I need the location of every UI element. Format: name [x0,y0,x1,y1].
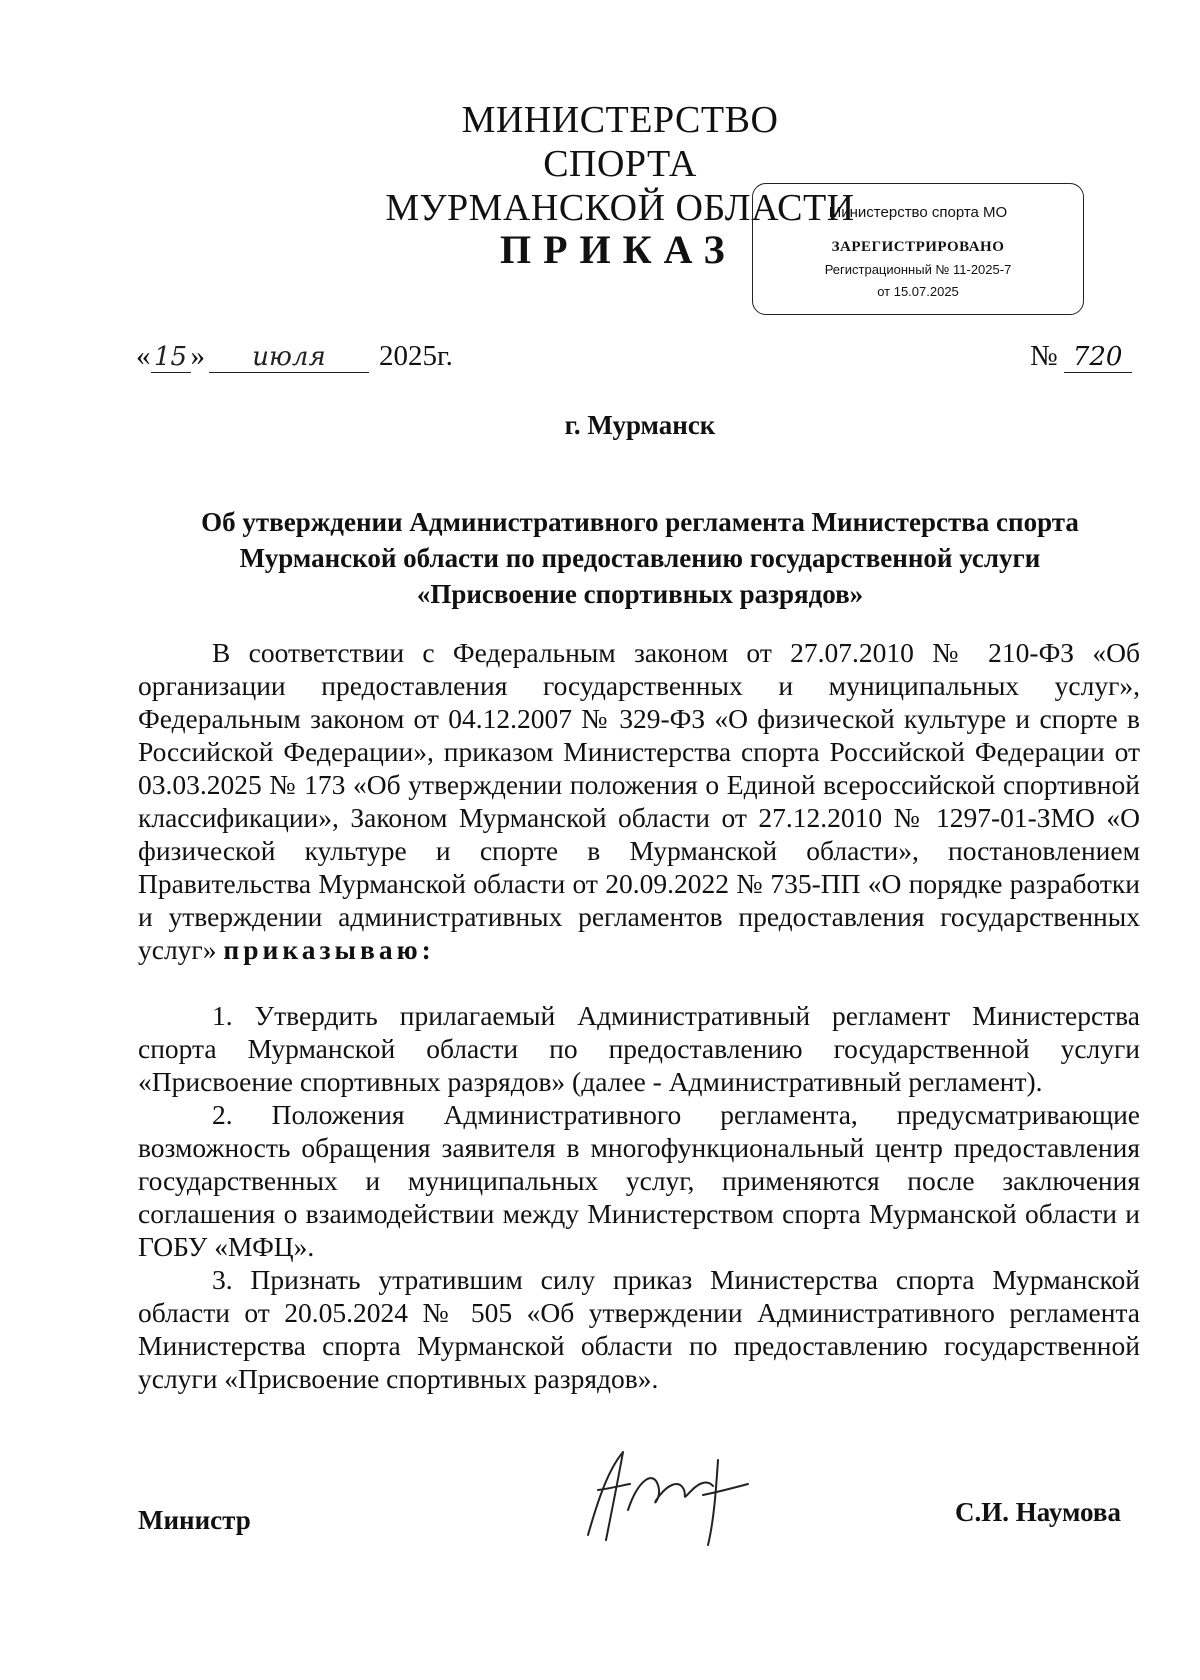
signatory-role: Министр [138,1505,251,1535]
preamble-paragraph [138,636,1140,966]
stamp-status: ЗАРЕГИСТРИРОВАНО [831,239,1005,255]
subject-line-1: Об утверждении Административного регламента Министерства спорта [201,507,1079,537]
ministry-line-1: МИНИСТЕРСТВО СПОРТА [461,99,779,185]
date-open-quote: « [136,340,151,372]
preamble-text: В соответствии с Федеральным законом от 27.07.2010 № 210-ФЗ «Об организации предоставления государственных и муниципальных услуг», Федеральным законом от 04.12.2007 № 329-ФЗ «О физической культуре и спорте в Российской Федерации», приказом Министерства спорта Российской Федерации от 03.03.2025 № 173 «Об утверждении положения о Единой всероссийской спортивной классификации», Законом Мурманской области от 27.12.2010 № 1297-01-ЗМО «О физической культуре и спорте в Мурманской области», постановлением Правительства Мурманской области от 20.09.2022 № 735-ПП «О порядке разработки и утверждении административных регламентов предоставления государственных услуг» [138,637,1140,965]
order-number-value: 720 [1064,342,1132,373]
date-close-quote: » [190,340,205,372]
date-month: июля [209,342,369,373]
stamp-reg-number: Регистрационный № 11-2025-7 [824,262,1012,277]
stamp-reg-date: от 15.07.2025 [877,284,959,299]
order-item-2: 2. Положения Административного регламента, предусматривающие возможность обращения заявителя в многофункциональный центр предоставления государственных и муниципальных услуг, применяются после заключения соглашения о взаимодействии между Министерством спорта Мурманской области и ГОБУ «МФЦ». [138,1099,1140,1262]
subject-line-2: Мурманской области по предоставлению государственной услуги [239,543,1041,573]
order-number-label: № [1030,340,1058,372]
order-item-3: 3. Признать утратившим силу приказ Министерства спорта Мурманской области от 20.05.2024 № 505 «Об утверждении Административного регламента Министерства спорта Мурманской области по предоставлению государственной услуги «Присвоение спортивных разрядов». [138,1264,1140,1394]
handwritten-signature [568,1440,758,1550]
order-item-1: 1. Утвердить прилагаемый Административный регламент Министерства спорта Мурманской области по предоставлению государственной услуги «Присвоение спортивных разрядов» (далее - Административный регламент). [138,1000,1140,1097]
order-date [136,340,453,373]
signatory-name: С.И. Наумова [955,1497,1121,1527]
city: г. Мурманск [564,410,716,440]
registration-stamp [752,183,1084,315]
subject-line-3: «Присвоение спортивных разрядов» [416,579,864,609]
date-day: 15 [151,342,191,373]
order-body [138,636,1140,1395]
order-subject [140,504,1140,612]
stamp-org: Министерство спорта МО [828,204,1008,221]
order-number [1030,340,1132,373]
preamble-action: приказываю: [223,934,435,965]
date-year: 2025г. [379,340,453,372]
ministry-line-2: МУРМАНСКОЙ ОБЛАСТИ [385,187,855,229]
document-type: ПРИКАЗ [500,227,737,272]
